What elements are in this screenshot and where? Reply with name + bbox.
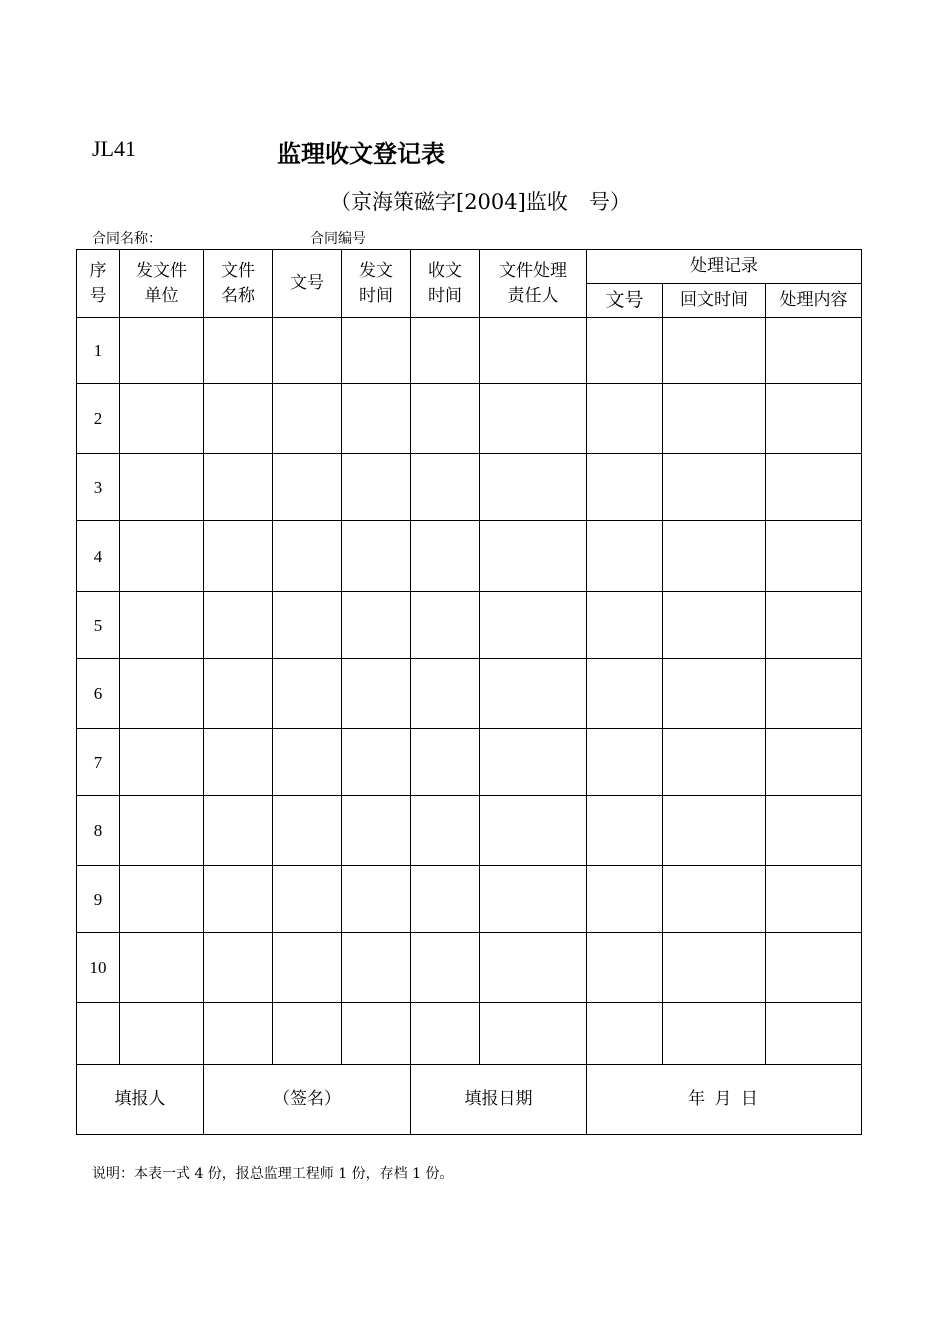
- table-cell[interactable]: [411, 521, 480, 592]
- table-cell[interactable]: [663, 933, 766, 1003]
- row-number: 10: [77, 933, 120, 1003]
- row-number: 2: [77, 384, 120, 454]
- table-row: [77, 454, 862, 521]
- table-cell[interactable]: [411, 454, 480, 521]
- form-code: JL41: [92, 136, 136, 161]
- form-title: 监理收文登记表: [277, 140, 445, 168]
- table-cell[interactable]: [663, 659, 766, 729]
- table-cell[interactable]: [273, 796, 342, 866]
- table-cell[interactable]: [204, 659, 273, 729]
- row-number: 9: [77, 866, 120, 933]
- row-number: 1: [77, 318, 120, 384]
- table-cell[interactable]: [663, 866, 766, 933]
- table-cell[interactable]: [342, 796, 411, 866]
- table-cell[interactable]: [342, 454, 411, 521]
- table-cell[interactable]: [273, 659, 342, 729]
- table-row: [77, 933, 862, 1003]
- footer-row: [77, 1065, 862, 1135]
- table-cell[interactable]: [273, 933, 342, 1003]
- table-cell[interactable]: [204, 592, 273, 659]
- table-cell[interactable]: [411, 318, 480, 384]
- table-cell[interactable]: [342, 318, 411, 384]
- table-cell[interactable]: [120, 1003, 204, 1065]
- header-reply-time: 回文时间: [663, 284, 766, 318]
- table-row: [77, 521, 862, 592]
- row-number: 7: [77, 729, 120, 796]
- table-row: [77, 659, 862, 729]
- table-cell[interactable]: [587, 933, 663, 1003]
- table-cell[interactable]: [273, 1003, 342, 1065]
- table-cell[interactable]: [273, 454, 342, 521]
- table-cell[interactable]: [663, 384, 766, 454]
- table-cell[interactable]: [204, 1003, 273, 1065]
- table-cell[interactable]: [411, 933, 480, 1003]
- table-cell[interactable]: [342, 933, 411, 1003]
- table-cell[interactable]: [342, 1003, 411, 1065]
- table-cell[interactable]: [480, 1003, 587, 1065]
- table-cell[interactable]: [663, 318, 766, 384]
- table-cell[interactable]: [411, 384, 480, 454]
- table-cell[interactable]: [342, 592, 411, 659]
- footnote: 说明：本表一式 4 份，报总监理工程师 1 份，存档 1 份。: [92, 1166, 454, 1182]
- table-cell[interactable]: [411, 796, 480, 866]
- table-cell[interactable]: [587, 1003, 663, 1065]
- table-cell[interactable]: [204, 796, 273, 866]
- report-date-field[interactable]: 年 月 日: [587, 1065, 862, 1135]
- table-cell[interactable]: [587, 796, 663, 866]
- row-number: 8: [77, 796, 120, 866]
- table-cell[interactable]: [766, 729, 862, 796]
- table-cell[interactable]: [766, 1003, 862, 1065]
- table-cell[interactable]: [663, 521, 766, 592]
- table-cell[interactable]: [273, 521, 342, 592]
- table-row: [77, 729, 862, 796]
- table-cell[interactable]: [411, 866, 480, 933]
- registration-table: [76, 249, 862, 1135]
- table-cell[interactable]: [411, 1003, 480, 1065]
- contract-number-label: 合同编号: [310, 231, 366, 247]
- header-file-name: 文件 名称: [204, 250, 273, 318]
- header-record-doc-number: 文号: [587, 284, 663, 318]
- table-cell[interactable]: [120, 384, 204, 454]
- table-cell[interactable]: [766, 454, 862, 521]
- table-cell[interactable]: [480, 454, 587, 521]
- header-sender-unit: 发文件 单位: [120, 250, 204, 318]
- table-cell[interactable]: [587, 521, 663, 592]
- contract-name-label: 合同名称：: [92, 231, 162, 247]
- row-number: 4: [77, 521, 120, 592]
- table-cell[interactable]: [766, 384, 862, 454]
- table-cell[interactable]: [120, 729, 204, 796]
- table-cell[interactable]: [204, 521, 273, 592]
- table-cell[interactable]: [204, 866, 273, 933]
- table-cell[interactable]: [120, 933, 204, 1003]
- table-cell[interactable]: [766, 796, 862, 866]
- reporter-label: 填报人: [77, 1065, 204, 1135]
- table-cell[interactable]: [120, 659, 204, 729]
- header-handler: 文件处理 责任人: [480, 250, 587, 318]
- table-cell[interactable]: [204, 933, 273, 1003]
- table-cell[interactable]: [663, 1003, 766, 1065]
- table-cell[interactable]: [204, 729, 273, 796]
- row-number: [77, 1003, 120, 1065]
- table-cell[interactable]: [120, 796, 204, 866]
- report-date-label: 填报日期: [411, 1065, 587, 1135]
- table-cell[interactable]: [342, 729, 411, 796]
- table-cell[interactable]: [411, 659, 480, 729]
- table-cell[interactable]: [587, 866, 663, 933]
- table-cell[interactable]: [204, 384, 273, 454]
- table-cell[interactable]: [663, 729, 766, 796]
- header-doc-number: 文号: [273, 250, 342, 318]
- table-cell[interactable]: [411, 592, 480, 659]
- table-cell[interactable]: [273, 729, 342, 796]
- header-processing-content: 处理内容: [766, 284, 862, 318]
- table-row: [77, 1003, 862, 1065]
- table-cell[interactable]: [663, 796, 766, 866]
- header-seq: 序 号: [77, 250, 120, 318]
- table-cell[interactable]: [766, 659, 862, 729]
- table-cell[interactable]: [480, 384, 587, 454]
- table-cell[interactable]: [766, 866, 862, 933]
- table-cell[interactable]: [342, 659, 411, 729]
- table-cell[interactable]: [342, 384, 411, 454]
- row-number: 6: [77, 659, 120, 729]
- table-cell[interactable]: [480, 866, 587, 933]
- table-cell[interactable]: [273, 592, 342, 659]
- table-cell[interactable]: [480, 729, 587, 796]
- table-cell[interactable]: [342, 521, 411, 592]
- table-cell[interactable]: [587, 659, 663, 729]
- table-cell[interactable]: [587, 318, 663, 384]
- row-number: 3: [77, 454, 120, 521]
- table-cell[interactable]: [204, 454, 273, 521]
- table-cell[interactable]: [766, 521, 862, 592]
- table-cell[interactable]: [480, 796, 587, 866]
- table-cell[interactable]: [204, 318, 273, 384]
- table-row: [77, 384, 862, 454]
- header-receive-time: 收文 时间: [411, 250, 480, 318]
- table-cell[interactable]: [120, 318, 204, 384]
- signature-field[interactable]: （签名）: [204, 1065, 411, 1135]
- table-cell[interactable]: [273, 318, 342, 384]
- table-cell[interactable]: [120, 592, 204, 659]
- table-cell[interactable]: [120, 521, 204, 592]
- header-send-time: 发文 时间: [342, 250, 411, 318]
- document-reference: （京海策磁字[2004]监收 号）: [330, 190, 631, 214]
- table-row: [77, 796, 862, 866]
- table-cell[interactable]: [342, 866, 411, 933]
- table-cell[interactable]: [766, 933, 862, 1003]
- table-row: [77, 592, 862, 659]
- row-number: 5: [77, 592, 120, 659]
- table-cell[interactable]: [587, 729, 663, 796]
- table-cell[interactable]: [273, 866, 342, 933]
- table-cell[interactable]: [480, 933, 587, 1003]
- table-cell[interactable]: [587, 454, 663, 521]
- table-cell[interactable]: [480, 659, 587, 729]
- table-cell[interactable]: [480, 521, 587, 592]
- table-cell[interactable]: [587, 384, 663, 454]
- table-cell[interactable]: [766, 318, 862, 384]
- table-cell[interactable]: [273, 384, 342, 454]
- table-row: [77, 866, 862, 933]
- table-cell[interactable]: [766, 592, 862, 659]
- table-cell[interactable]: [587, 592, 663, 659]
- table-cell[interactable]: [480, 592, 587, 659]
- table-cell[interactable]: [120, 454, 204, 521]
- table-cell[interactable]: [120, 866, 204, 933]
- table-cell[interactable]: [411, 729, 480, 796]
- table-cell[interactable]: [663, 454, 766, 521]
- table-cell[interactable]: [663, 592, 766, 659]
- table-row: [77, 318, 862, 384]
- header-processing-record: 处理记录: [587, 250, 862, 284]
- table-cell[interactable]: [480, 318, 587, 384]
